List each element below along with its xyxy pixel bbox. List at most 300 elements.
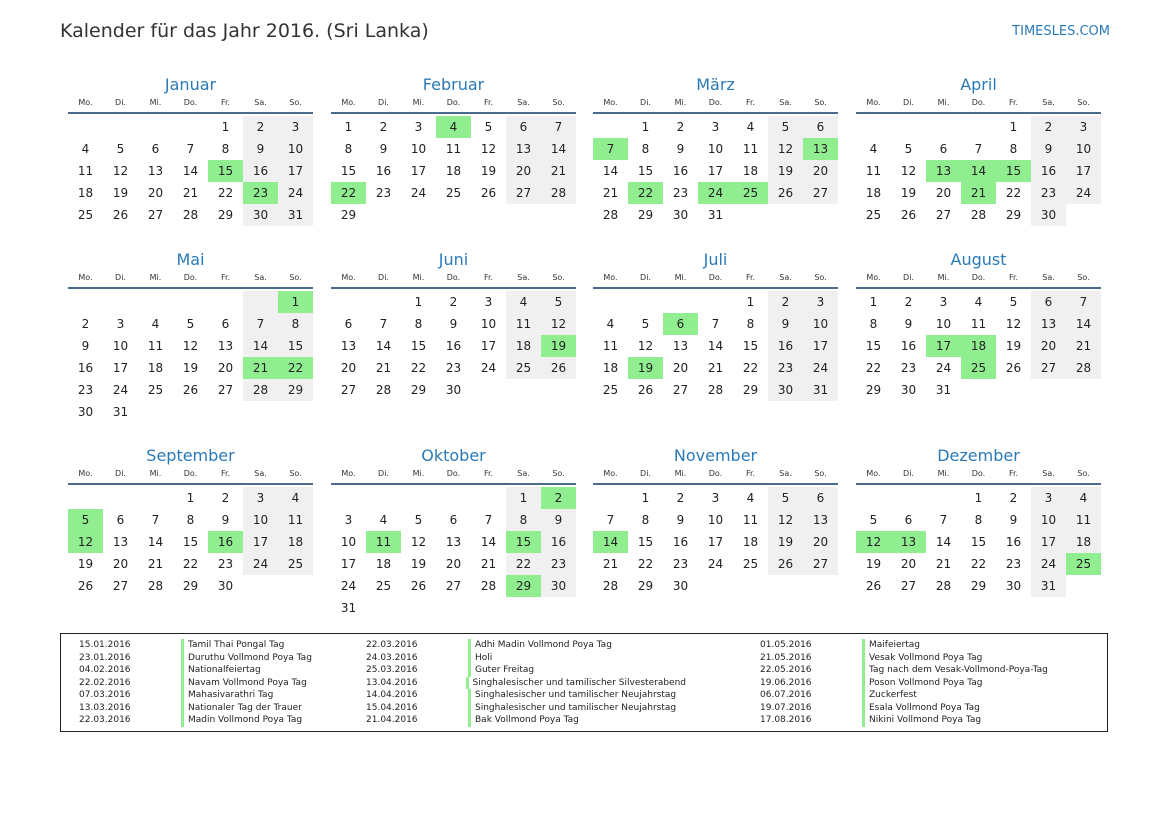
holiday-name: Guter Freitag [468,664,534,677]
weekday-label: Do. [971,273,986,282]
day-cell: 24 [1031,553,1066,575]
month-name: Januar [164,75,217,94]
day-cell: 2 [449,295,458,309]
empty-day-cell [506,204,541,226]
day-cell: 1 [869,295,878,309]
weekday-label: Mi. [412,469,425,478]
weekday-label: Mi. [937,273,950,282]
holiday-day-cell: 14 [593,531,628,553]
holiday-date: 22.03.2016 [366,640,418,650]
holiday-row [69,677,399,690]
day-cell: 6 [116,513,125,527]
weekday-label: Do. [971,98,986,107]
month-april [856,72,1101,226]
day-cell: 26 [541,357,576,379]
weekday-label: Sa. [779,469,792,478]
day-cell: 2 [904,295,913,309]
day-cell: 18 [375,557,392,571]
day-cell: 27 [1031,357,1066,379]
day-cell: 2 [243,116,278,138]
empty-day-cell [1066,379,1101,401]
holiday-row [356,702,686,715]
empty-day-cell [856,116,891,138]
day-cell: 3 [278,116,313,138]
weekday-label: Fr. [220,273,231,282]
day-cell: 7 [711,317,720,331]
day-cell: 30 [243,204,278,226]
day-cell: 30 [77,405,94,419]
empty-day-cell [541,204,576,226]
weekday-label: So. [552,469,565,478]
weekday-header [68,273,313,289]
month-september [68,443,313,597]
holiday-day-cell: 25 [1066,553,1101,575]
weekday-header [856,273,1101,289]
day-cell: 4 [506,291,541,313]
weekday-label: Mo. [866,273,881,282]
day-cell: 20 [803,531,838,553]
holiday-date: 19.06.2016 [760,677,812,688]
day-cell: 21 [147,557,164,571]
holiday-row [356,664,686,677]
empty-day-cell [173,291,208,313]
day-cell: 5 [541,291,576,313]
empty-day-cell [331,291,366,313]
month-oktober [331,443,576,619]
empty-day-cell [733,575,768,597]
weekday-label: Mo. [603,273,618,282]
day-cell: 1 [414,295,423,309]
day-cell: 24 [410,186,427,200]
day-cell: 12 [637,339,654,353]
weekday-label: Do. [708,469,723,478]
weekday-label: So. [552,273,565,282]
holiday-date: 15.04.2016 [366,702,418,713]
holiday-name: Vesak Vollmond Poya Tag [862,652,982,665]
weekday-header [593,98,838,114]
day-cell: 20 [1031,335,1066,357]
day-cell: 8 [186,513,195,527]
day-cell: 12 [900,164,917,178]
weekday-label: Di. [640,273,651,282]
day-cell: 23 [445,361,462,375]
day-cell: 11 [742,142,759,156]
weekday-label: Mi. [937,469,950,478]
day-cell: 3 [116,317,125,331]
day-cell: 6 [803,116,838,138]
empty-day-cell [68,487,103,509]
day-cell: 26 [900,208,917,222]
day-grid [856,485,1101,597]
day-cell: 18 [742,535,759,549]
day-cell: 6 [221,317,230,331]
weekday-header [856,98,1101,114]
day-cell: 29 [340,208,357,222]
day-cell: 31 [278,204,313,226]
weekday-label: Do. [183,469,198,478]
weekday-label: Do. [971,469,986,478]
weekday-label: So. [289,469,302,478]
day-cell: 16 [1031,160,1066,182]
holiday-day-cell: 13 [926,160,961,182]
day-cell: 5 [186,317,195,331]
holiday-day-cell: 19 [628,357,663,379]
day-cell: 8 [869,317,878,331]
day-cell: 24 [935,361,952,375]
day-cell: 12 [1005,317,1022,331]
day-cell: 28 [602,208,619,222]
month-name: Dezember [937,446,1020,465]
empty-day-cell [541,597,576,619]
day-cell: 26 [410,579,427,593]
day-cell: 2 [221,491,230,505]
weekday-label: Do. [183,273,198,282]
holiday-day-cell: 25 [961,357,996,379]
day-cell: 10 [112,339,129,353]
holiday-day-cell: 22 [628,182,663,204]
day-cell: 11 [445,142,462,156]
day-cell: 7 [974,142,983,156]
day-cell: 10 [935,317,952,331]
holiday-row [356,639,686,652]
day-cell: 22 [1005,186,1022,200]
day-cell: 4 [974,295,983,309]
empty-day-cell [331,487,366,509]
holiday-name: Zuckerfest [862,689,917,702]
day-cell: 4 [746,491,755,505]
weekday-label: Sa. [1042,469,1055,478]
empty-day-cell [208,291,243,313]
holiday-day-cell: 5 [68,509,103,531]
day-cell: 18 [77,186,94,200]
day-cell: 5 [904,142,913,156]
empty-day-cell [138,401,173,423]
day-cell: 10 [278,138,313,160]
weekday-label: So. [289,273,302,282]
weekday-label: Fr. [220,469,231,478]
holiday-row [69,689,399,702]
month-juli [593,247,838,401]
day-grid [68,485,313,597]
day-cell: 12 [480,142,497,156]
holiday-day-cell: 22 [278,357,313,379]
holiday-date: 25.03.2016 [366,665,418,675]
day-cell: 27 [147,208,164,222]
empty-day-cell [1031,379,1066,401]
day-cell: 29 [637,579,654,593]
weekday-label: Mo. [866,469,881,478]
weekday-header [856,469,1101,485]
day-cell: 15 [278,335,313,357]
empty-day-cell [698,291,733,313]
holiday-date: 17.08.2016 [760,715,812,725]
day-cell: 11 [1066,509,1101,531]
day-cell: 6 [151,142,160,156]
day-cell: 14 [541,138,576,160]
day-cell: 6 [344,317,353,331]
holiday-name: Duruthu Vollmond Poya Tag [181,652,312,665]
empty-day-cell [803,204,838,226]
holiday-row [750,652,1080,665]
month-august [856,247,1101,401]
holiday-date: 24.03.2016 [366,652,418,663]
day-cell: 15 [970,535,987,549]
day-cell: 24 [707,557,724,571]
weekday-label: Di. [115,273,126,282]
day-cell: 20 [803,160,838,182]
day-cell: 10 [340,535,357,549]
weekday-label: Sa. [779,273,792,282]
day-cell: 29 [1005,208,1022,222]
empty-day-cell [733,204,768,226]
day-cell: 20 [147,186,164,200]
empty-day-cell [243,291,278,313]
day-cell: 12 [768,509,803,531]
holiday-day-cell: 24 [698,182,733,204]
day-cell: 17 [707,535,724,549]
empty-day-cell [506,379,541,401]
month-februar [331,72,576,226]
day-cell: 13 [217,339,234,353]
day-cell: 16 [900,339,917,353]
empty-day-cell [366,204,401,226]
weekday-label: Fr. [1008,273,1019,282]
month-märz [593,72,838,226]
holiday-name: Bak Vollmond Poya Tag [468,714,579,727]
day-cell: 9 [1031,138,1066,160]
holiday-row [356,677,686,690]
day-cell: 10 [707,142,724,156]
day-cell: 11 [970,317,987,331]
day-cell: 11 [278,509,313,531]
day-cell: 25 [445,186,462,200]
day-cell: 13 [445,535,462,549]
day-cell: 15 [742,339,759,353]
day-cell: 3 [1066,116,1101,138]
holiday-date: 01.05.2016 [760,640,812,650]
month-november [593,443,838,597]
holiday-day-cell: 14 [961,160,996,182]
day-cell: 6 [803,487,838,509]
day-cell: 16 [243,160,278,182]
weekday-label: Do. [446,98,461,107]
holiday-name: Holi [468,652,492,665]
month-januar [68,72,313,226]
empty-day-cell [208,401,243,423]
holiday-date: 13.04.2016 [366,677,418,688]
holiday-date: 22.02.2016 [79,677,131,688]
weekday-label: Sa. [517,98,530,107]
day-cell: 3 [414,120,423,134]
day-cell: 2 [768,291,803,313]
empty-day-cell [366,487,401,509]
holiday-row [750,677,1080,690]
day-cell: 8 [641,142,650,156]
day-cell: 7 [1066,291,1101,313]
day-cell: 19 [77,557,94,571]
day-cell: 4 [1066,487,1101,509]
day-cell: 5 [869,513,878,527]
holiday-row [750,689,1080,702]
holiday-day-cell: 13 [803,138,838,160]
day-cell: 27 [803,553,838,575]
month-mai [68,247,313,423]
weekday-label: Fr. [1008,98,1019,107]
weekday-label: Di. [640,98,651,107]
holiday-day-cell: 23 [243,182,278,204]
weekday-label: Fr. [745,469,756,478]
day-cell: 29 [217,208,234,222]
day-cell: 7 [379,317,388,331]
day-cell: 24 [243,553,278,575]
empty-day-cell [401,597,436,619]
holiday-day-cell: 12 [68,531,103,553]
holiday-row [69,664,399,677]
day-cell: 26 [182,383,199,397]
day-cell: 10 [707,513,724,527]
weekday-label: Do. [708,98,723,107]
day-cell: 19 [768,531,803,553]
day-cell: 10 [243,509,278,531]
day-cell: 26 [768,553,803,575]
weekday-label: Mi. [674,98,687,107]
day-cell: 2 [676,120,685,134]
weekday-header [331,98,576,114]
weekday-label: Mi. [674,469,687,478]
day-cell: 25 [278,553,313,575]
day-cell: 3 [344,513,353,527]
weekday-label: Mo. [341,273,356,282]
day-cell: 21 [375,361,392,375]
day-cell: 21 [480,557,497,571]
day-cell: 7 [151,513,160,527]
empty-day-cell [243,575,278,597]
day-grid [331,289,576,401]
holiday-list [60,633,1108,732]
weekday-label: Di. [640,469,651,478]
day-cell: 30 [541,575,576,597]
holiday-date: 07.03.2016 [79,690,131,700]
day-cell: 28 [935,579,952,593]
holiday-day-cell: 16 [208,531,243,553]
day-cell: 2 [676,491,685,505]
day-cell: 13 [112,535,129,549]
day-cell: 19 [768,160,803,182]
day-cell: 14 [935,535,952,549]
day-cell: 15 [865,339,882,353]
day-cell: 5 [768,116,803,138]
empty-day-cell [593,291,628,313]
day-cell: 22 [506,553,541,575]
day-cell: 12 [410,535,427,549]
holiday-day-cell: 19 [541,335,576,357]
weekday-label: Mo. [78,469,93,478]
day-cell: 1 [1009,120,1018,134]
day-cell: 5 [768,487,803,509]
day-cell: 29 [278,379,313,401]
day-cell: 23 [375,186,392,200]
weekday-label: So. [1077,98,1090,107]
weekday-label: So. [814,469,827,478]
brand-link[interactable]: TIMESLES.COM [1012,24,1110,39]
holiday-day-cell: 11 [366,531,401,553]
weekday-label: Sa. [254,469,267,478]
day-cell: 30 [217,579,234,593]
empty-day-cell [1066,575,1101,597]
weekday-label: Fr. [745,98,756,107]
day-cell: 22 [182,557,199,571]
day-cell: 17 [243,531,278,553]
weekday-label: Sa. [779,98,792,107]
day-cell: 25 [602,383,619,397]
day-cell: 2 [81,317,90,331]
holiday-row [69,639,399,652]
day-cell: 13 [1031,313,1066,335]
day-cell: 20 [445,557,462,571]
day-cell: 7 [606,513,615,527]
holiday-name: Mahasivarathri Tag [181,689,273,702]
holiday-day-cell: 4 [436,116,471,138]
empty-day-cell [1066,204,1101,226]
empty-day-cell [926,116,961,138]
day-cell: 18 [278,531,313,553]
holiday-name: Adhi Madin Vollmond Poya Tag [468,639,612,652]
holiday-row [356,652,686,665]
empty-day-cell [628,291,663,313]
empty-day-cell [401,487,436,509]
day-cell: 25 [742,557,759,571]
day-cell: 1 [641,491,650,505]
day-cell: 16 [672,535,689,549]
holiday-date: 21.05.2016 [760,652,812,663]
day-cell: 25 [865,208,882,222]
empty-day-cell [926,487,961,509]
day-cell: 13 [803,509,838,531]
holiday-row [750,702,1080,715]
month-juni [331,247,576,401]
empty-day-cell [68,291,103,313]
holiday-name: Poson Vollmond Poya Tag [862,677,982,690]
holiday-row [750,639,1080,652]
day-cell: 23 [217,557,234,571]
day-cell: 16 [445,339,462,353]
weekday-label: Mi. [412,98,425,107]
empty-day-cell [768,204,803,226]
day-cell: 23 [672,557,689,571]
day-cell: 22 [637,557,654,571]
day-cell: 20 [340,361,357,375]
day-cell: 20 [217,361,234,375]
day-cell: 27 [445,579,462,593]
day-cell: 29 [970,579,987,593]
day-cell: 17 [278,160,313,182]
month-name: September [146,446,235,465]
day-cell: 27 [935,208,952,222]
day-cell: 24 [278,182,313,204]
empty-day-cell [663,291,698,313]
day-cell: 25 [147,383,164,397]
empty-day-cell [803,575,838,597]
holiday-row [69,702,399,715]
day-grid [331,485,576,619]
empty-day-cell [103,487,138,509]
holiday-name: Esala Vollmond Poya Tag [862,702,980,715]
empty-day-cell [996,379,1031,401]
weekday-label: Mo. [341,98,356,107]
day-cell: 27 [672,383,689,397]
day-cell: 29 [637,208,654,222]
day-cell: 12 [768,138,803,160]
